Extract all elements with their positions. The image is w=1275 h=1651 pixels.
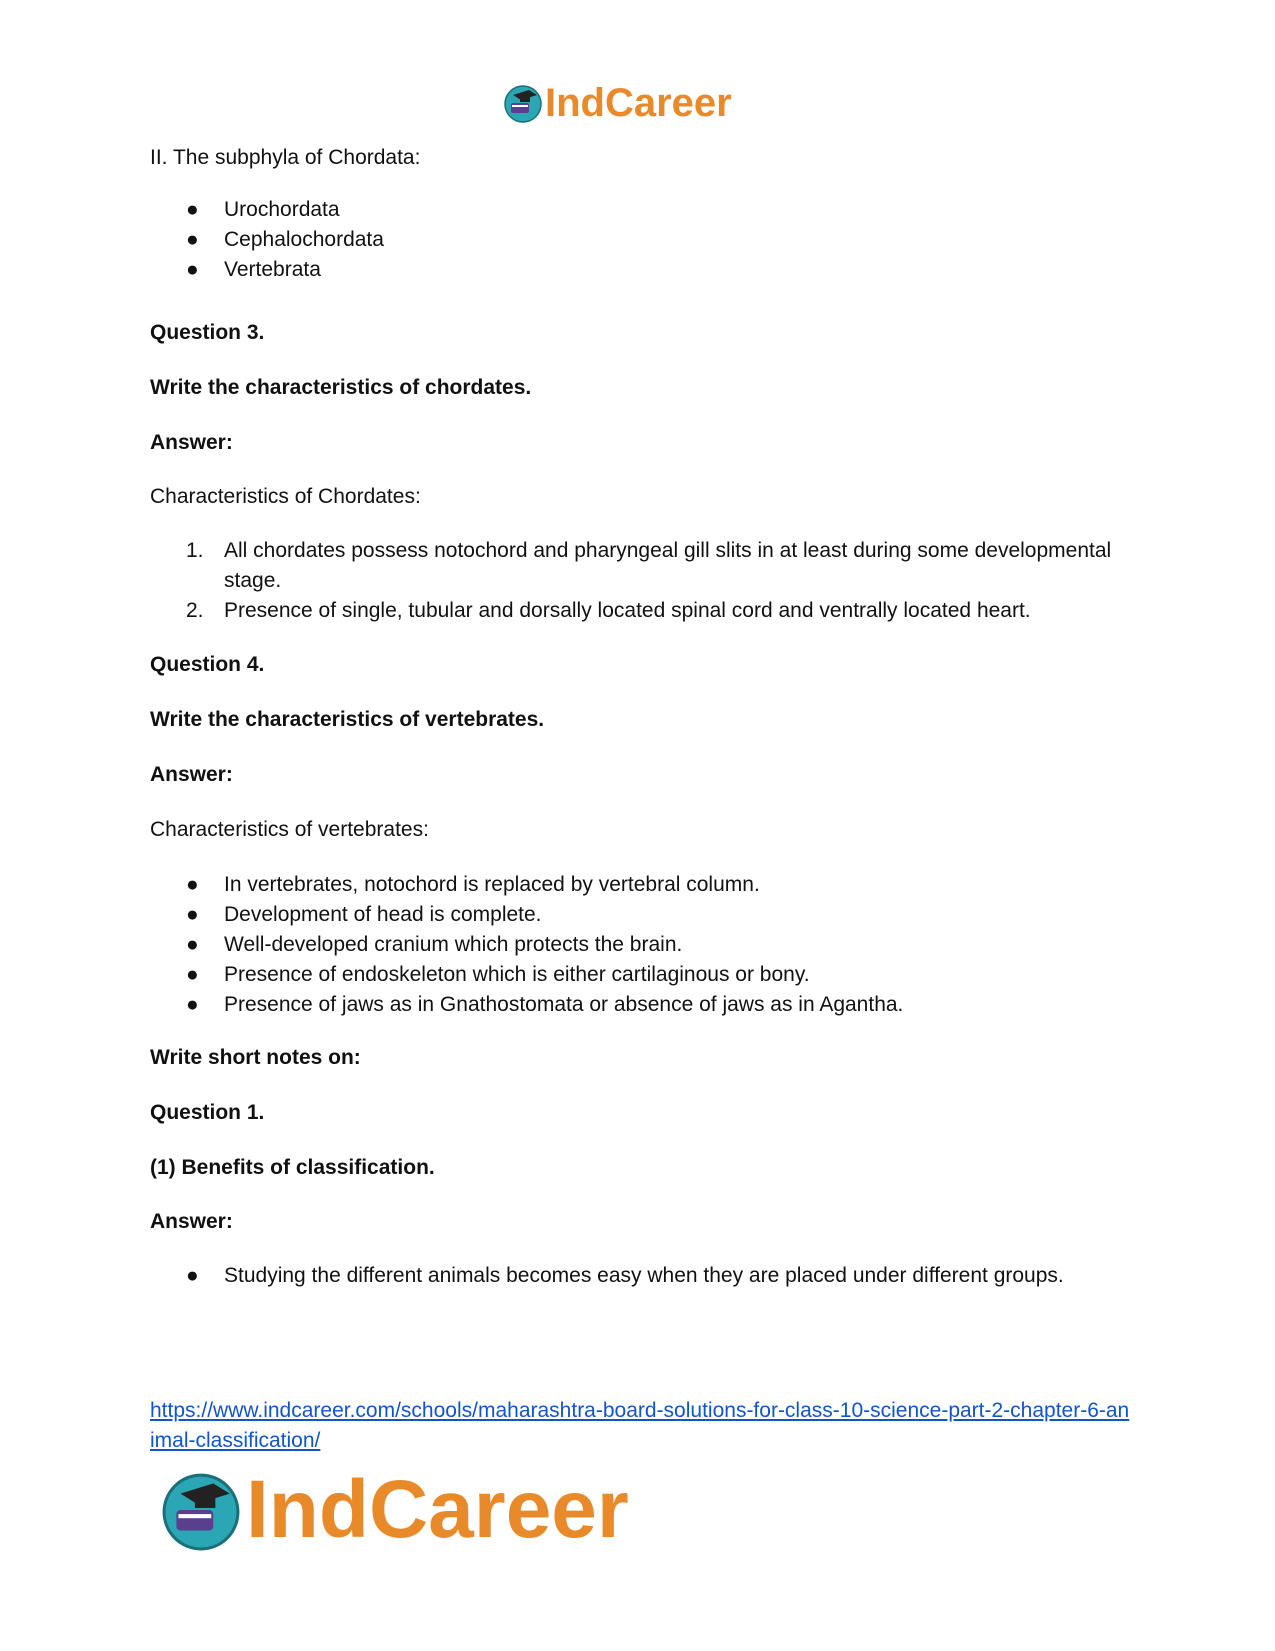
header-logo bbox=[503, 80, 732, 126]
section-heading: Write short notes on: bbox=[150, 1046, 361, 1069]
bullet-icon: ● bbox=[186, 198, 199, 221]
bullet-icon: ● bbox=[186, 903, 199, 926]
bullet-icon: ● bbox=[186, 963, 199, 986]
bullet-icon: ● bbox=[186, 1264, 199, 1287]
bullet-icon: ● bbox=[186, 258, 199, 281]
source-link[interactable]: https://www.indcareer.com/schools/maharashtra-board-solutions-for-class-10-science-part-2-chapter-6-animal-classification/ bbox=[150, 1399, 1130, 1452]
question-text: Write the characteristics of chordates. bbox=[150, 376, 532, 399]
subphyla-heading: II. The subphyla of Chordata: bbox=[150, 146, 421, 169]
bullet-icon: ● bbox=[186, 228, 199, 251]
globe-cap-icon bbox=[160, 1469, 242, 1551]
bullet-icon: ● bbox=[186, 933, 199, 956]
answer-label: Answer: bbox=[150, 763, 233, 786]
logo-text: IndCareer bbox=[545, 81, 732, 125]
answer-label: Answer: bbox=[150, 1210, 233, 1233]
document-page: IndCareer II. The subphyla of Chordata: ● Urochordata ● Cephalochordata ● Vertebrata Question 3. Write the characteristics of chordates. Answer: Characteristics of Chordates: 1. All chordates possess notochord and pharyngeal gill slits in at least during some developmental stage. 2. Presence of single, tubular and dorsally located spinal cord and ventrally located heart. Question 4. Write the characteristics of vertebrates. Answer: Characteristics of vertebrates: ● In vertebrates, notochord is replaced by vertebral column. ● Development of head is complete. ● Well-developed cranium which protects the brain. ● Presence of endoskeleton which is either cartilaginous or bony. ● Presence of jaws as in Gnathostomata or absence of jaws as in Agantha. Write short notes on: Question 1. (1) Benefits of classification. Answer: ● Studying the different animals becomes easy when they are placed under different groups. https://www.indcareer.com/schools/maharashtra-board-solutions-for-class-10-science-part-2-chapter-6-animal-classification/ IndCareer bbox=[150, 81, 1130, 1555]
answer-intro: Characteristics of vertebrates: bbox=[150, 818, 429, 841]
answer-intro: Characteristics of Chordates: bbox=[150, 485, 421, 508]
list-number: 2. bbox=[186, 599, 204, 622]
footer-logo bbox=[160, 1465, 629, 1555]
answer-label: Answer: bbox=[150, 431, 233, 454]
list-number: 1. bbox=[186, 539, 204, 562]
question-text: (1) Benefits of classification. bbox=[150, 1156, 435, 1179]
question-label: Question 3. bbox=[150, 321, 265, 344]
question-label: Question 4. bbox=[150, 653, 265, 676]
question-label: Question 1. bbox=[150, 1101, 265, 1124]
globe-cap-icon bbox=[503, 83, 543, 123]
bullet-icon: ● bbox=[186, 873, 199, 896]
question-text: Write the characteristics of vertebrates. bbox=[150, 708, 545, 731]
logo-text: IndCareer bbox=[246, 1464, 629, 1555]
bullet-icon: ● bbox=[186, 993, 199, 1016]
